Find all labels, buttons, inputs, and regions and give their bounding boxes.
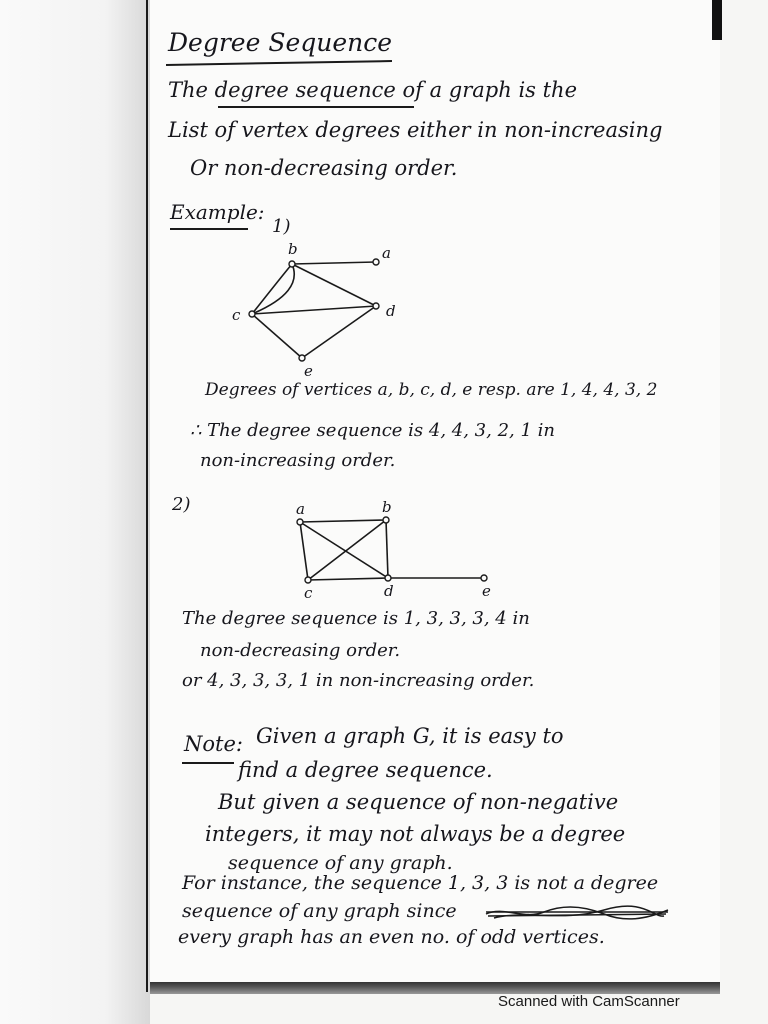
- vertex-b: [289, 261, 295, 267]
- vertex-a: [297, 519, 303, 525]
- vertex-b: [383, 517, 389, 523]
- vertex-label-a: a: [382, 244, 391, 262]
- vertex-a: [373, 259, 379, 265]
- note-line-7: sequence of any graph since: [182, 900, 457, 922]
- vertex-e: [481, 575, 487, 581]
- example-1-graph: [230, 240, 420, 380]
- vertex-d: [373, 303, 379, 309]
- vertex-label-c: c: [304, 584, 313, 602]
- edge-b-a: [292, 262, 376, 264]
- vertex-label-d: d: [384, 582, 394, 600]
- note-line-4: integers, it may not always be a degree: [205, 822, 626, 846]
- vertex-label-d: d: [386, 302, 396, 320]
- page-corner-shadow: [712, 0, 722, 40]
- edge-b-d: [386, 520, 388, 578]
- edge-a-c: [300, 522, 308, 580]
- vertex-d: [385, 575, 391, 581]
- note-line-8: every graph has an even no. of odd vertices.: [178, 926, 605, 948]
- edge-b-c: [308, 520, 386, 580]
- definition-line-3: Or non-decreasing order.: [190, 156, 458, 180]
- page-edge-line: [146, 0, 148, 992]
- vertex-c: [305, 577, 311, 583]
- scanner-watermark: Scanned with CamScanner: [498, 993, 680, 1010]
- example-2-graph: [284, 500, 504, 600]
- crossed-out-scribble: [484, 902, 670, 924]
- example-1-degrees: Degrees of vertices a, b, c, d, e resp. are 1, 4, 4, 3, 2: [205, 380, 658, 400]
- vertex-label-b: b: [288, 240, 298, 258]
- edge-c-e: [252, 314, 302, 358]
- vertex-label-c: c: [232, 306, 241, 324]
- definition-line-1: The degree sequence of a graph is the: [168, 78, 577, 102]
- example-1-sequence-line-1: ∴ The degree sequence is 4, 4, 3, 2, 1 in: [190, 420, 556, 441]
- term-underline: [218, 106, 414, 108]
- edge-b-c-1: [252, 264, 292, 314]
- vertex-e: [299, 355, 305, 361]
- example-2-sequence-line-2: non-decreasing order.: [200, 640, 401, 661]
- edge-a-d: [300, 522, 388, 578]
- vertex-label-e: e: [482, 582, 491, 600]
- note-line-2: find a degree sequence.: [238, 758, 493, 782]
- edge-c-d: [308, 578, 388, 580]
- note-label: Note:: [184, 732, 243, 756]
- edge-b-d: [292, 264, 376, 306]
- definition-line-2: List of vertex degrees either in non-increasing: [168, 118, 663, 142]
- note-line-3: But given a sequence of non-negative: [218, 790, 619, 814]
- note-line-1: Given a graph G, it is easy to: [256, 724, 564, 748]
- example-underline: [170, 228, 248, 230]
- vertex-label-e: e: [304, 362, 313, 380]
- page-title: Degree Sequence: [168, 28, 393, 57]
- example-label: Example:: [170, 200, 265, 224]
- example-1-number: 1): [272, 216, 291, 237]
- note-line-5: sequence of any graph.: [228, 852, 453, 874]
- example-2-sequence-line-3: or 4, 3, 3, 3, 1 in non-increasing order.: [182, 670, 535, 691]
- vertex-label-a: a: [296, 500, 305, 518]
- edge-c-d: [252, 306, 376, 314]
- vertex-c: [249, 311, 255, 317]
- example-2-sequence-line-1: The degree sequence is 1, 3, 3, 3, 4 in: [182, 608, 530, 629]
- example-2-number: 2): [172, 494, 191, 515]
- vertex-label-b: b: [382, 498, 392, 516]
- edge-a-b: [300, 520, 386, 522]
- edge-d-e: [302, 306, 376, 358]
- example-1-sequence-line-2: non-increasing order.: [200, 450, 396, 471]
- scan-left-margin: [0, 0, 150, 1024]
- note-underline: [182, 762, 234, 764]
- note-line-6: For instance, the sequence 1, 3, 3 is not a degree: [182, 872, 659, 894]
